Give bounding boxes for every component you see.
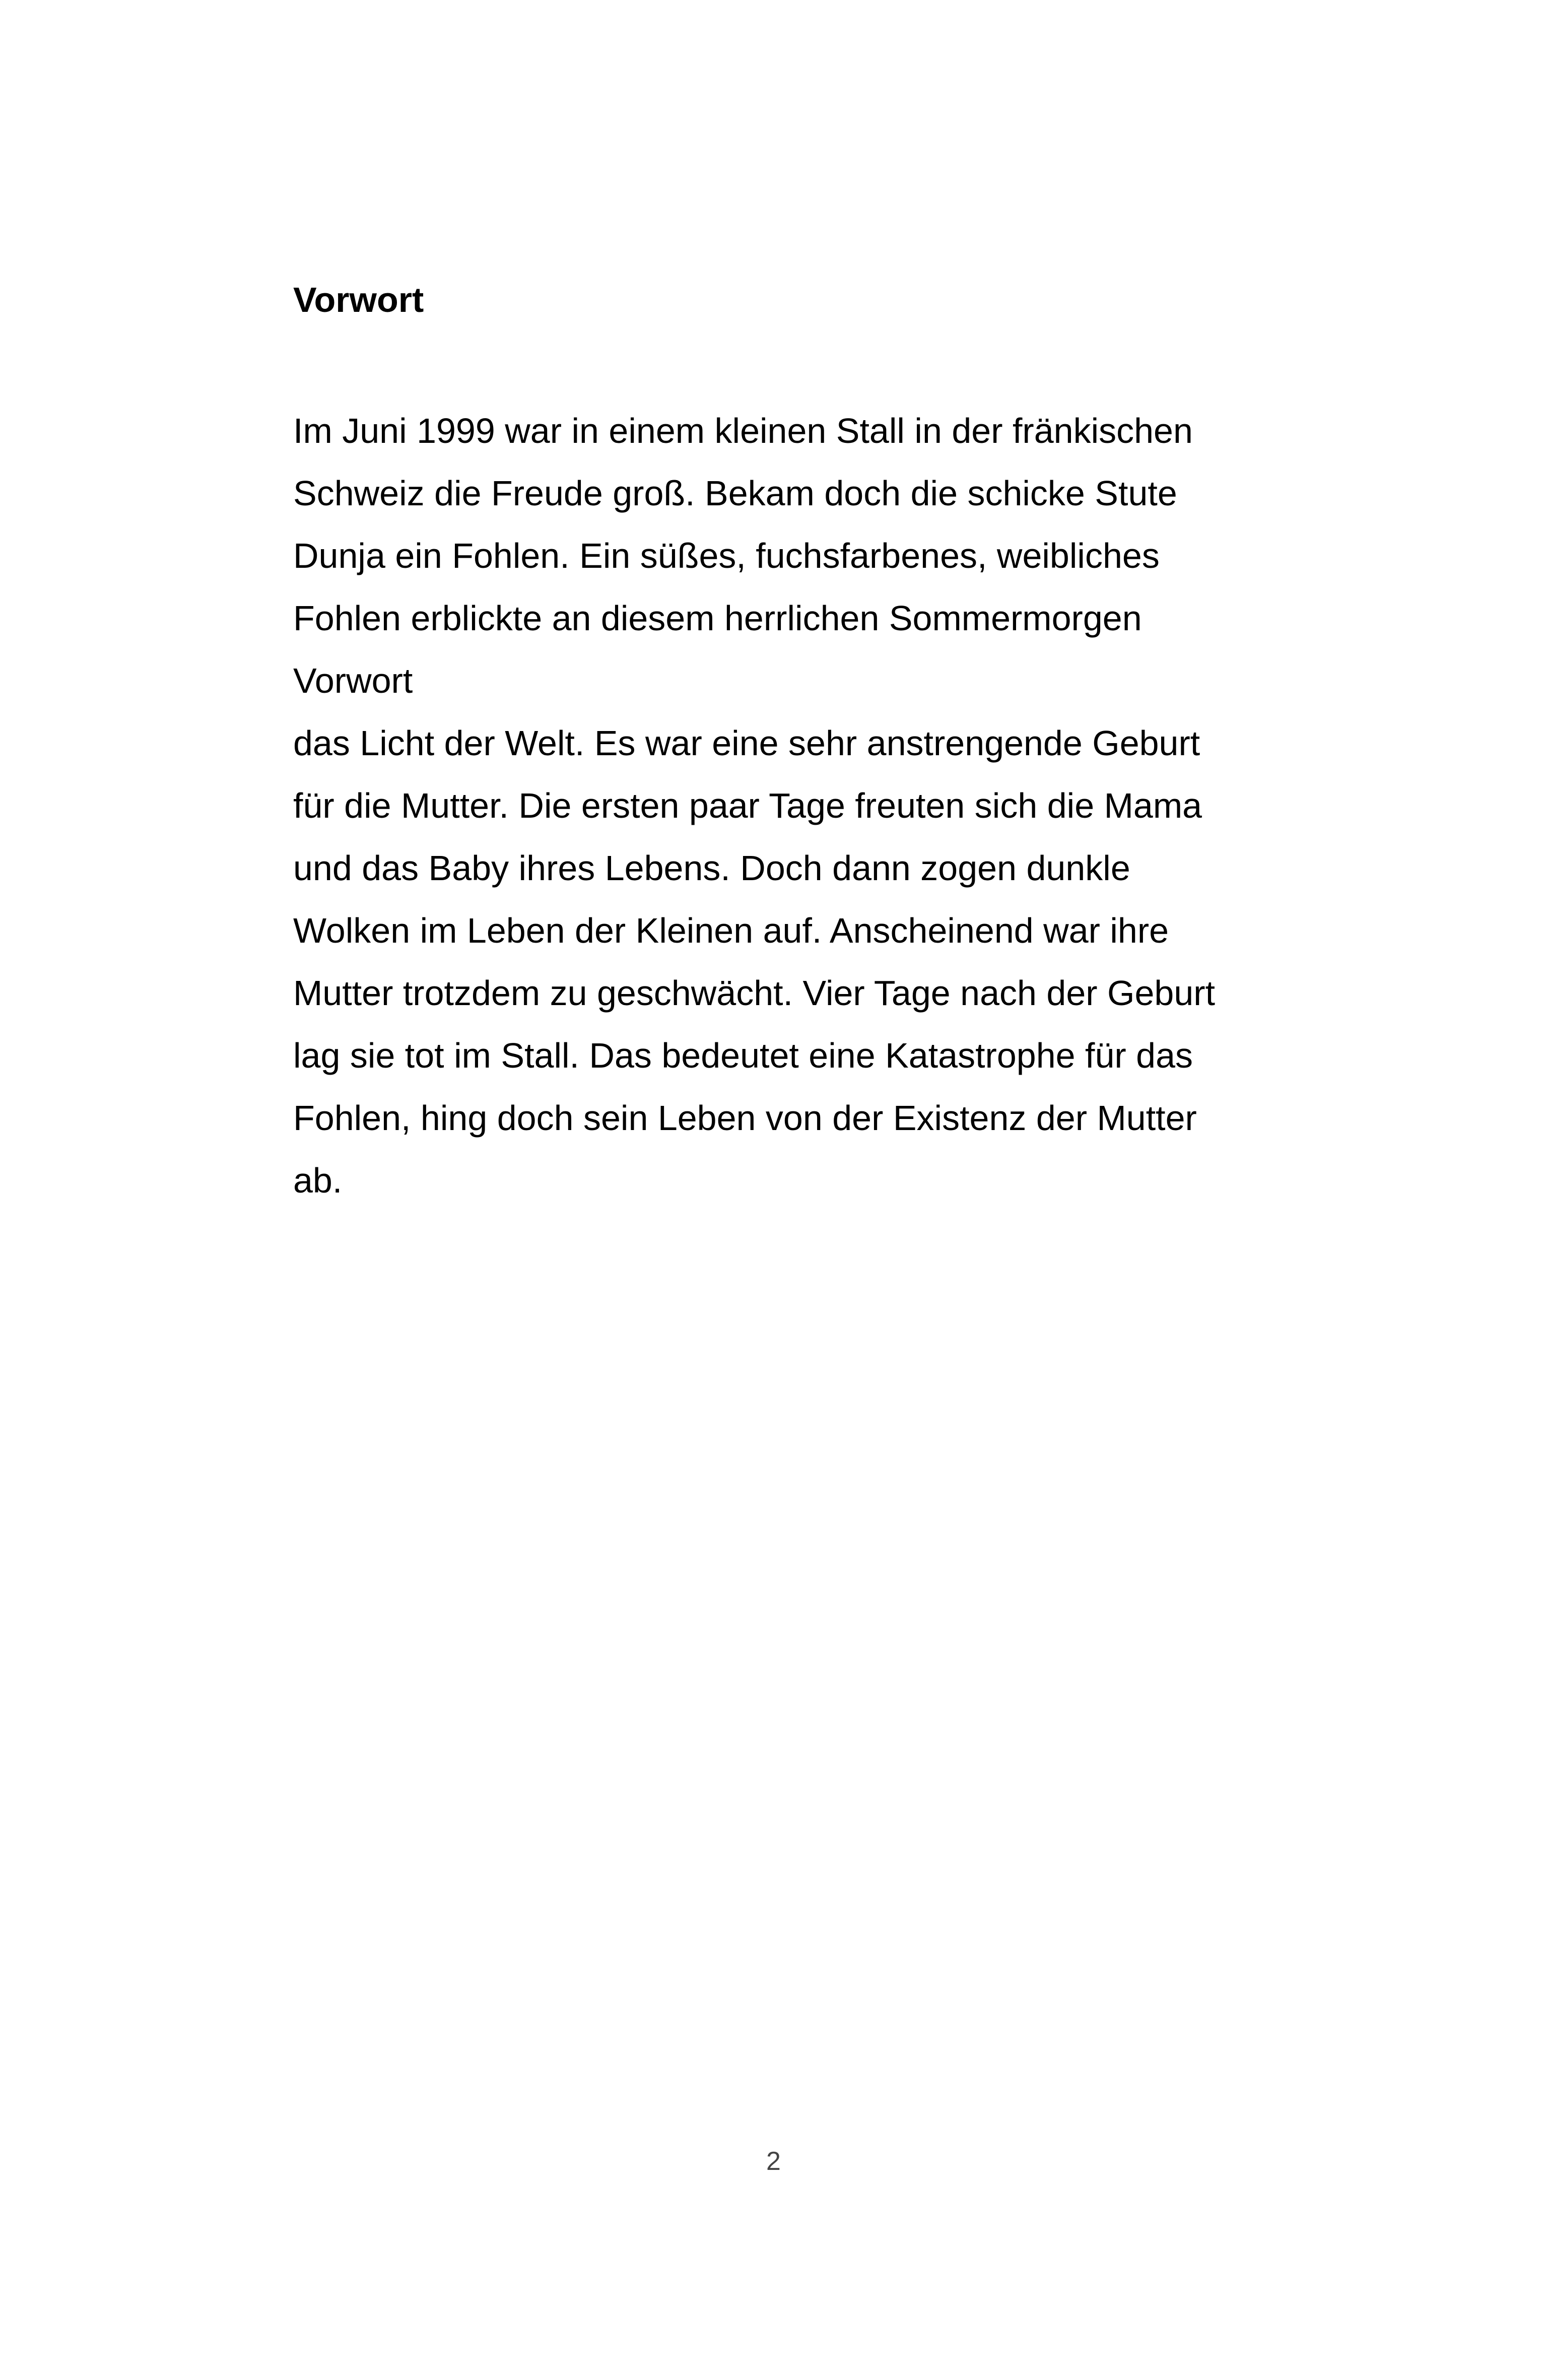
- text-line: Im Juni 1999 war in einem kleinen Stall in der fränkischen: [293, 411, 1193, 450]
- text-line: das Licht der Welt. Es war eine sehr anstrengende Geburt: [293, 723, 1200, 763]
- text-line: und das Baby ihres Lebens. Doch dann zogen dunkle: [293, 848, 1130, 888]
- text-line: Mutter trotzdem zu geschwächt. Vier Tage nach der Geburt: [293, 973, 1216, 1013]
- text-line: ab.: [293, 1161, 343, 1200]
- text-line: Fohlen erblickte an diesem herrlichen Sommermorgen: [293, 599, 1142, 638]
- page-title: Vorwort: [293, 280, 424, 319]
- text-line: lag sie tot im Stall. Das bedeutet eine Katastrophe für das: [293, 1036, 1193, 1075]
- page-number: 2: [766, 2147, 781, 2176]
- text-line: Vorwort: [293, 661, 413, 700]
- text-line: Dunja ein Fohlen. Ein süßes, fuchsfarbenes, weibliches: [293, 536, 1160, 575]
- body-text: [293, 400, 1215, 1212]
- text-line: Wolken im Leben der Kleinen auf. Anscheinend war ihre: [293, 911, 1169, 950]
- text-line: Schweiz die Freude groß. Bekam doch die schicke Stute: [293, 474, 1177, 513]
- text-line: Fohlen, hing doch sein Leben von der Existenz der Mutter: [293, 1098, 1197, 1138]
- text-line: für die Mutter. Die ersten paar Tage freuten sich die Mama: [293, 786, 1202, 825]
